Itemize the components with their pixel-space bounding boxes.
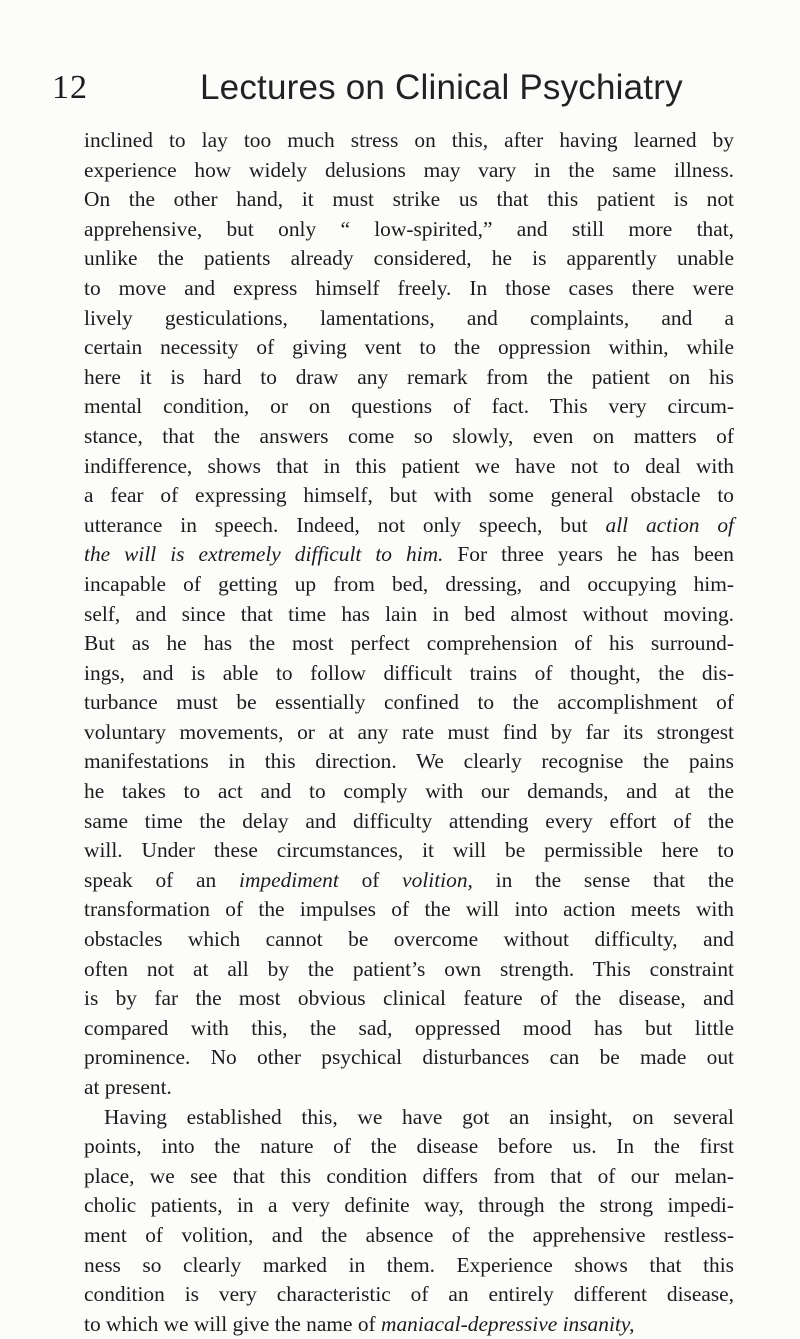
text-line <box>84 1191 734 1221</box>
italic-text: maniacal-depressive insanity, <box>381 1311 635 1336</box>
text-line <box>84 777 734 807</box>
text-segment: voluntary movements, or at any rate must find by far its strongest <box>84 719 734 744</box>
text-segment: a fear of expressing himself, but with some general obstacle to <box>84 483 734 508</box>
text-segment: On the other hand, it must strike us that this patient is not <box>84 187 734 212</box>
text-line <box>84 511 734 541</box>
text-line <box>84 747 734 777</box>
page-number: 12 <box>52 69 88 106</box>
text-segment: unlike the patients already considered, he is apparently unable <box>84 246 734 271</box>
text-segment: Having established this, we have got an insight, on several <box>104 1104 734 1129</box>
text-line <box>84 422 734 452</box>
text-segment: at present. <box>84 1075 172 1099</box>
text-line <box>84 1132 734 1162</box>
text-line <box>84 244 734 274</box>
text-line <box>84 984 734 1014</box>
text-segment: transformation of the impulses of the will into action meets with <box>84 897 734 922</box>
text-segment: he takes to act and to comply with our demands, and at the <box>84 779 734 804</box>
text-line <box>84 1280 734 1310</box>
text-segment: manifestations in this direction. We clearly recognise the pains <box>84 749 734 774</box>
text-segment: prominence. No other psychical disturbances can be made out <box>84 1045 734 1070</box>
text-segment: inclined to lay too much stress on this, after having learned by <box>84 128 734 152</box>
text-segment: lively gesticulations, lamentations, and complaints, and a <box>84 305 734 330</box>
text-line <box>84 629 734 659</box>
text-segment: self, and since that time has lain in bed almost without moving. <box>84 601 734 626</box>
text-line <box>84 688 734 718</box>
text-line <box>84 955 734 985</box>
text-segment: ness so clearly marked in them. Experience shows that this <box>84 1252 734 1277</box>
text-segment: indifference, shows that in this patient we have not to deal with <box>84 453 734 478</box>
text-line <box>84 807 734 837</box>
text-line <box>84 1251 734 1281</box>
text-segment: turbance must be essentially confined to the accomplishment of <box>84 690 734 715</box>
text-segment: incapable of getting up from bed, dressing, and occupying him- <box>84 571 734 596</box>
text-line <box>84 363 734 393</box>
text-segment: But as he has the most perfect comprehension of his surround- <box>84 631 734 656</box>
text-segment: For three years he has been <box>443 542 734 567</box>
text-segment: here it is hard to draw any remark from the patient on his <box>84 364 734 389</box>
page-header <box>0 68 800 118</box>
text-line <box>84 659 734 689</box>
text-segment: apprehensive, but only “ low-spirited,” and still more that, <box>84 216 734 241</box>
text-segment: often not at all by the patient’s own strength. This constraint <box>84 956 734 981</box>
text-line <box>84 1310 734 1339</box>
text-line <box>84 304 734 334</box>
text-segment: ings, and is able to follow difficult trains of thought, the dis- <box>84 660 734 685</box>
text-segment: to which we will give the name of <box>84 1311 382 1336</box>
text-line <box>84 836 734 866</box>
text-line <box>84 1043 734 1073</box>
text-line <box>84 1221 734 1251</box>
text-line <box>84 866 734 896</box>
text-line <box>84 1162 734 1192</box>
text-line <box>84 1014 734 1044</box>
text-line <box>84 570 734 600</box>
text-segment: to move and express himself freely. In those cases there were <box>84 275 734 300</box>
text-segment: ment of volition, and the absence of the apprehensive restless- <box>84 1222 734 1247</box>
text-line <box>84 1103 734 1133</box>
text-line <box>84 185 734 215</box>
text-line <box>84 333 734 363</box>
text-segment: condition is very characteristic of an entirely different disease, <box>84 1282 734 1307</box>
text-segment: is by far the most obvious clinical feature of the disease, and <box>84 986 734 1011</box>
text-segment: stance, that the answers come so slowly, even on matters of <box>84 423 734 448</box>
body-text <box>84 126 734 1339</box>
text-line <box>84 392 734 422</box>
text-segment: place, we see that this condition differs from that of our melan- <box>84 1163 734 1188</box>
text-segment: experience how widely delusions may vary in the same illness. <box>84 157 734 182</box>
text-segment: will. Under these circumstances, it will be permissible here to <box>84 838 734 863</box>
text-segment: obstacles which cannot be overcome without difficulty, and <box>84 927 734 952</box>
text-line <box>84 126 734 156</box>
text-segment: cholic patients, in a very definite way, through the strong impedi- <box>84 1193 734 1218</box>
text-segment: mental condition, or on questions of fact. This very circum- <box>84 394 734 419</box>
italic-text: volition, <box>402 867 473 892</box>
running-title: Lectures on Clinical Psychiatry <box>200 68 683 107</box>
text-line <box>84 1073 734 1103</box>
italic-text: the will is extremely difficult to him. <box>84 542 444 567</box>
italic-text: impediment <box>239 867 339 892</box>
text-line <box>84 452 734 482</box>
text-line <box>84 481 734 511</box>
text-segment: certain necessity of giving vent to the oppression within, while <box>84 335 734 360</box>
text-segment: utterance in speech. Indeed, not only speech, but <box>84 512 606 537</box>
text-line <box>84 274 734 304</box>
text-line <box>84 156 734 186</box>
text-line <box>84 600 734 630</box>
text-line <box>84 925 734 955</box>
text-line <box>84 215 734 245</box>
text-line <box>84 540 734 570</box>
italic-text: all action of <box>605 512 734 537</box>
text-segment: speak of an <box>84 867 239 892</box>
text-segment: points, into the nature of the disease before us. In the first <box>84 1134 734 1159</box>
text-segment: same time the delay and difficulty attending every effort of the <box>84 808 734 833</box>
text-segment: of <box>338 867 403 892</box>
text-segment: in the sense that the <box>472 867 734 892</box>
text-line <box>84 718 734 748</box>
text-segment: compared with this, the sad, oppressed mood has but little <box>84 1015 734 1040</box>
text-line <box>84 895 734 925</box>
